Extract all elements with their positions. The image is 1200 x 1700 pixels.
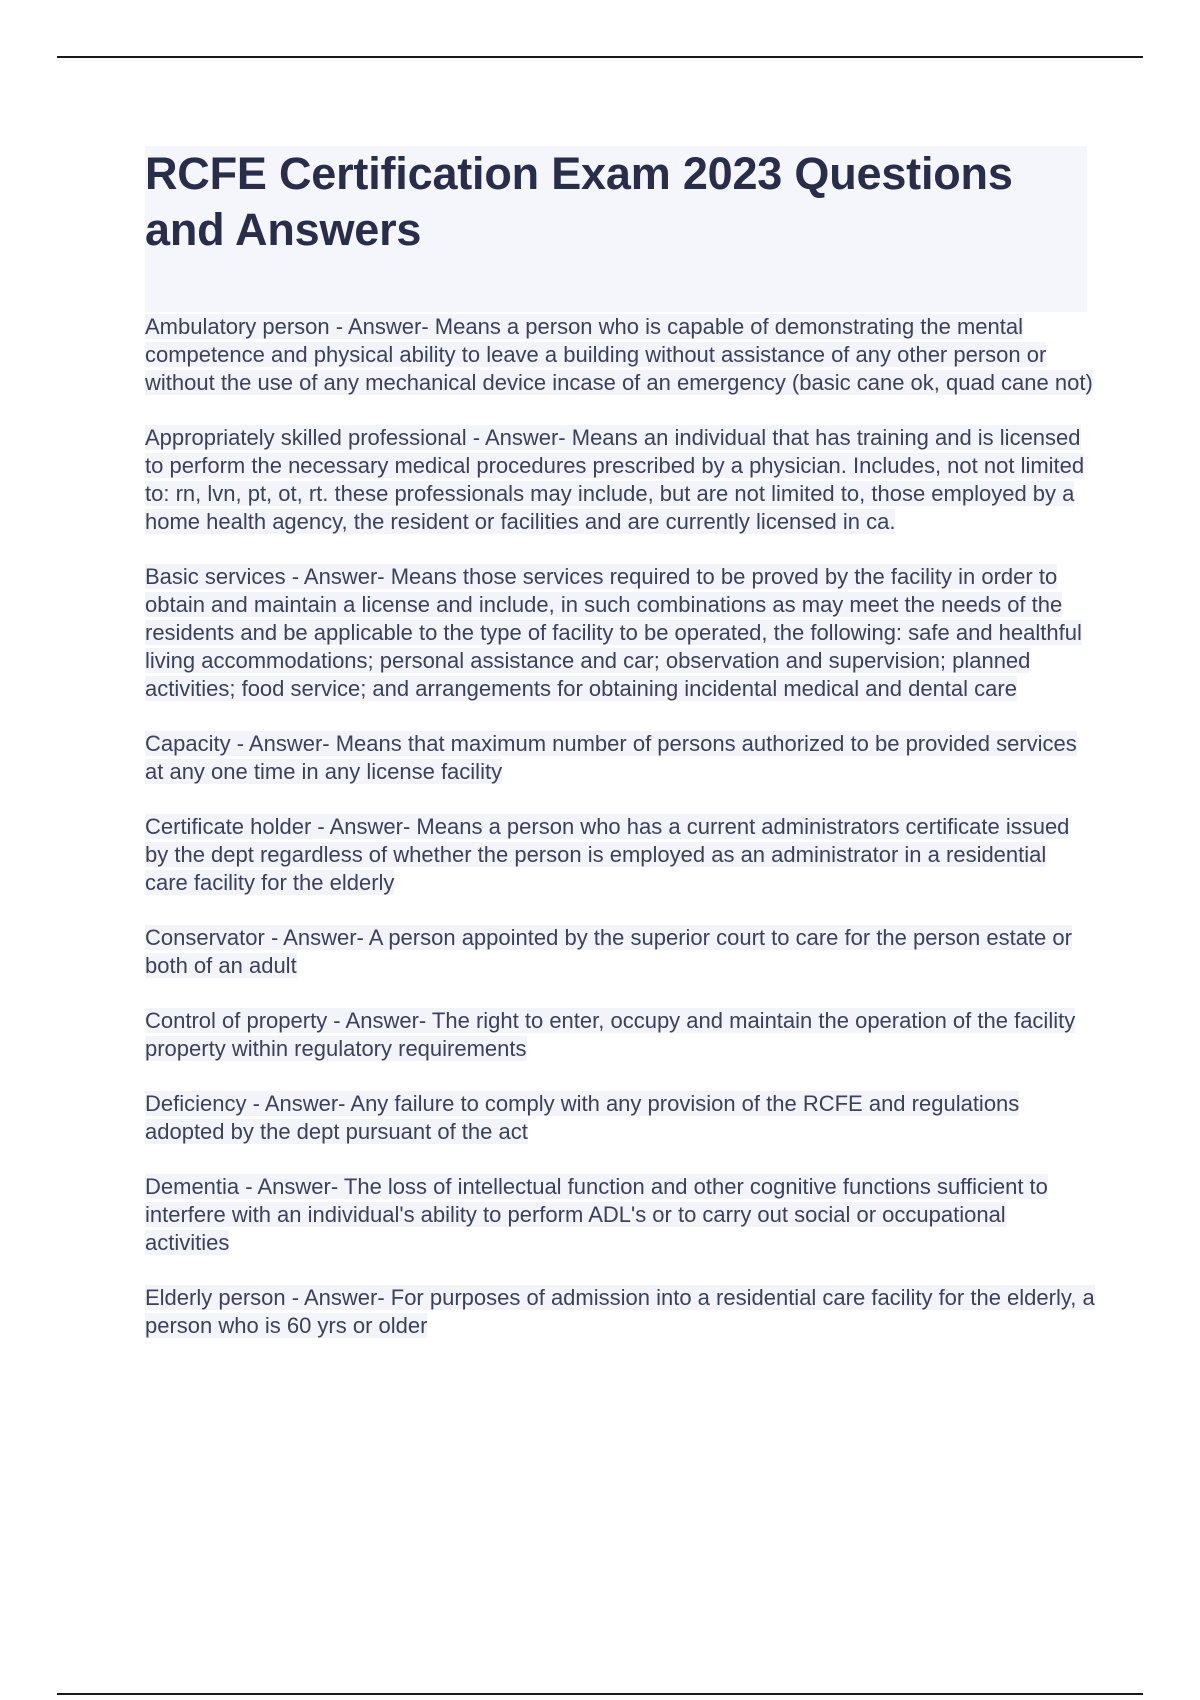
- entry-basic-services: [145, 563, 1095, 703]
- entry-text: Certificate holder - Answer- Means a person who has a current administrators certificate issued by the dept regardless of whether the person is employed as an administrator in a residential care facility for the elderly: [145, 814, 1070, 895]
- entry-certificate-holder: [145, 813, 1095, 897]
- entry-appropriately-skilled-professional: [145, 424, 1095, 536]
- entry-control-of-property: [145, 1007, 1095, 1063]
- entry-text: Deficiency - Answer- Any failure to comply with any provision of the RCFE and regulations adopted by the dept pursuant of the act: [145, 1091, 1020, 1144]
- entry-text: Basic services - Answer- Means those services required to be proved by the facility in order to obtain and maintain a license and include, in such combinations as may meet the needs of the residents and be applicable to the type of facility to be operated, the following: safe and healthful living accommodations; personal assistance and car; observation and supervision; planned activities; food service; and arrangements for obtaining incidental medical and dental care: [145, 564, 1082, 701]
- entry-elderly-person: [145, 1284, 1095, 1340]
- entry-text: Dementia - Answer- The loss of intellectual function and other cognitive functions sufficient to interfere with an individual's ability to perform ADL's or to carry out social or occupational activities: [145, 1174, 1048, 1255]
- entry-text: Appropriately skilled professional - Answer- Means an individual that has training and is licensed to perform the necessary medical procedures prescribed by a physician. Includes, not not limited to: rn, lvn, pt, ot, rt. these professionals may include, but are not limited to, those employed by a home health agency, the resident or facilities and are currently licensed in ca.: [145, 425, 1085, 534]
- entry-ambulatory-person: [145, 313, 1095, 397]
- page-title: RCFE Certification Exam 2023 Questions and Answers: [145, 148, 1013, 255]
- entry-text: Control of property - Answer- The right to enter, occupy and maintain the operation of the facility property within regulatory requirements: [145, 1008, 1076, 1061]
- title-block: [145, 146, 1087, 312]
- entry-text: Conservator - Answer- A person appointed by the superior court to care for the person estate or both of an adult: [145, 925, 1072, 978]
- entry-list: [145, 313, 1095, 1367]
- entry-capacity: [145, 730, 1095, 786]
- entry-deficiency: [145, 1090, 1095, 1146]
- entry-dementia: [145, 1173, 1095, 1257]
- bottom-rule: [57, 1693, 1143, 1695]
- entry-conservator: [145, 924, 1095, 980]
- entry-text: Ambulatory person - Answer- Means a person who is capable of demonstrating the mental competence and physical ability to leave a building without assistance of any other person or without the use of any mechanical device incase of an emergency (basic cane ok, quad cane not): [145, 314, 1093, 395]
- entry-text: Elderly person - Answer- For purposes of admission into a residential care facility for the elderly, a person who is 60 yrs or older: [145, 1285, 1095, 1338]
- top-rule: [57, 56, 1143, 58]
- entry-text: Capacity - Answer- Means that maximum number of persons authorized to be provided services at any one time in any license facility: [145, 731, 1077, 784]
